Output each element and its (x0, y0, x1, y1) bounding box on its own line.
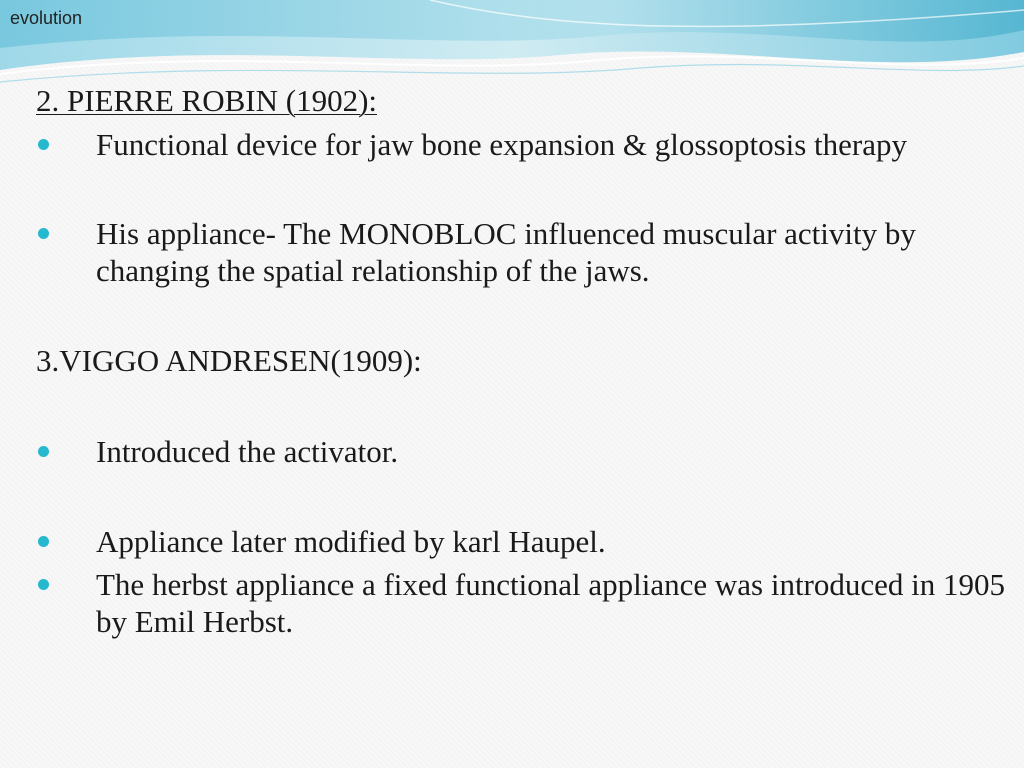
section-heading-pierre-robin: 2. PIERRE ROBIN (1902): (36, 83, 377, 118)
bullet-dot-icon (38, 446, 49, 457)
bullet-item (36, 566, 1016, 640)
header-label: evolution (10, 8, 83, 28)
section-heading-viggo-andresen: 3.VIGGO ANDRESEN(1909): (36, 343, 422, 378)
bullet-text: Introduced the activator. (96, 434, 399, 469)
bullet-text: His appliance- The MONOBLOC influenced muscular activity by changing the spatial relationship of the jaws. (96, 216, 916, 288)
slide-content (36, 82, 1016, 640)
bullet-item (36, 126, 1016, 163)
bullet-item (36, 433, 1016, 470)
bullet-text: The herbst appliance a fixed functional appliance was introduced in 1905 by Emil Herbst. (96, 567, 1006, 639)
bullet-item (36, 523, 1016, 560)
bullet-dot-icon (38, 139, 49, 150)
bullet-text: Appliance later modified by karl Haupel. (96, 524, 606, 559)
bullet-text: Functional device for jaw bone expansion & glossoptosis therapy (96, 127, 908, 162)
bullet-dot-icon (38, 536, 49, 547)
bullet-item (36, 215, 1016, 289)
bullet-dot-icon (38, 579, 49, 590)
bullet-dot-icon (38, 228, 49, 239)
